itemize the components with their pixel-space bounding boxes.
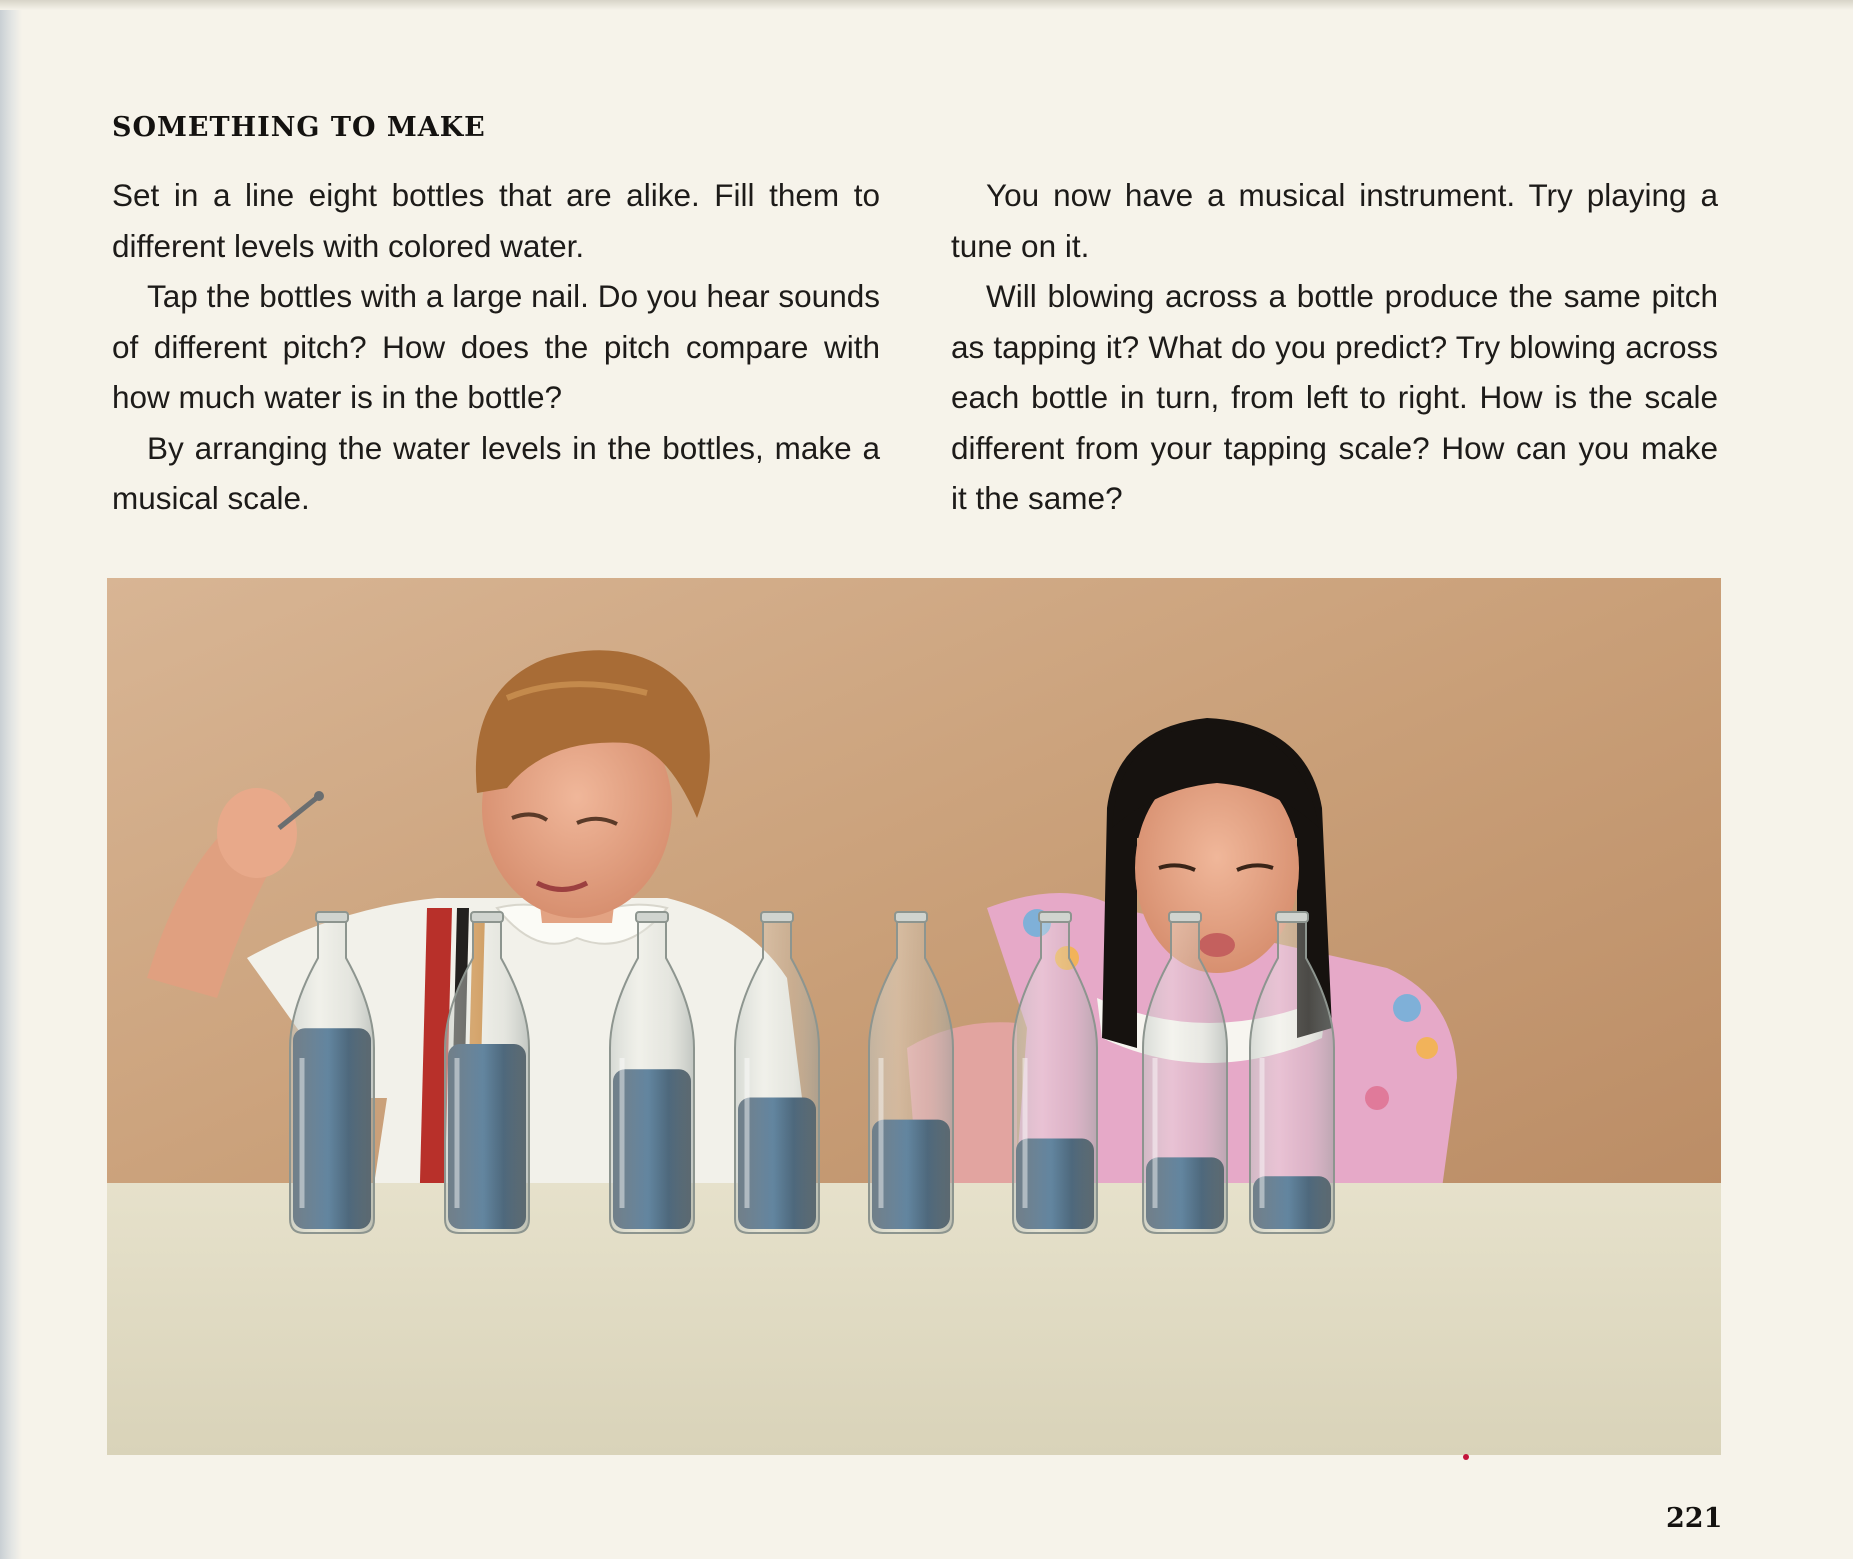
photo-illustration bbox=[107, 578, 1721, 1455]
bottle-rim bbox=[1276, 912, 1308, 922]
section-heading: SOMETHING TO MAKE bbox=[112, 112, 486, 143]
binding-shadow bbox=[0, 0, 22, 1559]
bottle-rim bbox=[1039, 912, 1071, 922]
left-paragraph-3: By arranging the water levels in the bottles, make a musical scale. bbox=[112, 429, 880, 516]
page-number: 221 bbox=[1666, 1503, 1723, 1534]
right-paragraph-2: Will blowing across a bottle produce the same pitch as tapping it? What do you predict? Try blowing across each bottle in turn, from left to right. How is the scale different from your tapping scale? How can you make it the same? bbox=[951, 278, 1718, 516]
bottle-rim bbox=[636, 912, 668, 922]
left-paragraph-1: Set in a line eight bottles that are alike. Fill them to different levels with colored water. bbox=[112, 177, 880, 264]
right-paragraph-1: You now have a musical instrument. Try playing a tune on it. bbox=[951, 177, 1718, 264]
bottle-rim bbox=[316, 912, 348, 922]
bottle-rim bbox=[1169, 912, 1201, 922]
bottle-rim bbox=[895, 912, 927, 922]
bottle-rim bbox=[471, 912, 503, 922]
left-paragraph-2: Tap the bottles with a large nail. Do you hear sounds of different pitch? How does the pitch compare with how much water is in the bottle? bbox=[112, 278, 880, 415]
right-text-column bbox=[951, 170, 1718, 524]
left-text-column bbox=[112, 170, 880, 524]
bottle-rim bbox=[761, 912, 793, 922]
page-top-shadow bbox=[0, 0, 1853, 10]
print-mark bbox=[1463, 1454, 1469, 1460]
bottle-music-photo bbox=[107, 578, 1721, 1455]
